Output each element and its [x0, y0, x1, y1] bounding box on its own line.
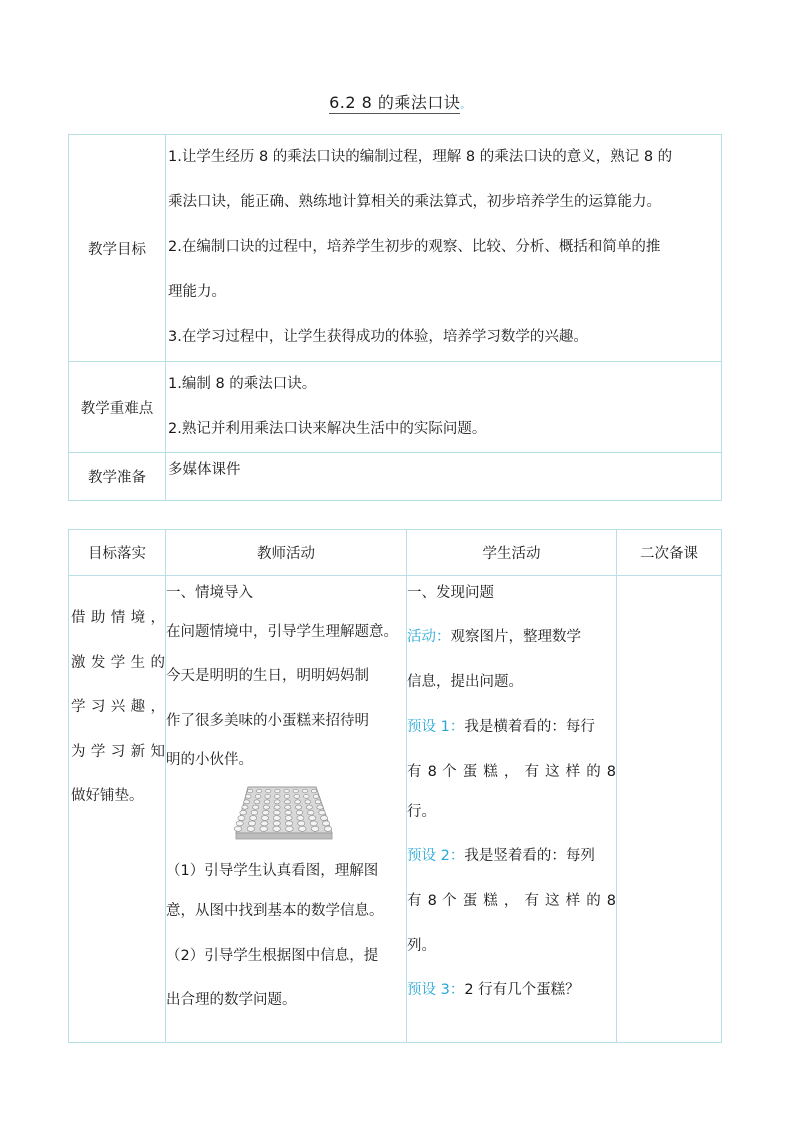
preparation-row: [69, 453, 722, 501]
preset3-text: 2 行有几个蛋糕？: [464, 982, 580, 998]
goal-text-line: 为学习新知: [71, 743, 165, 760]
preparation-line: 多媒体课件: [168, 462, 241, 478]
preset2-text: 我是竖着看的：每列: [464, 848, 595, 864]
teacher-step1-line: （1）引导学生认真看图，理解图: [166, 863, 379, 879]
goal-line: 理能力。: [168, 284, 226, 300]
activity-text: 观察图片，整理数学: [450, 629, 581, 645]
page-title: [0, 90, 800, 113]
student-cell: [407, 576, 617, 1043]
difficulty-line: 2.熟记并利用乘法口诀来解决生活中的实际问题。: [168, 421, 487, 437]
difficulty-label: 教学重难点: [69, 362, 166, 453]
teacher-section-title: 一、情境导入: [166, 585, 253, 601]
title-mark: 。: [460, 100, 471, 111]
goal-text-line: 借助情境，: [71, 610, 165, 626]
preset1-label: 预设 1：: [407, 719, 465, 735]
header-goal: 目标落实: [69, 530, 166, 576]
teacher-story-line: 明的小伙伴。: [166, 752, 253, 768]
goals-row: [69, 135, 722, 362]
review-cell: [617, 576, 722, 1043]
student-activity-cont: 信息，提出问题。: [407, 674, 523, 690]
preset1-line2: 有 8 个 蛋 糕 ， 有 这 样 的 8: [407, 764, 616, 780]
goals-content: [166, 135, 722, 362]
preparation-content: [166, 453, 722, 501]
preset2-label: 预设 2：: [407, 848, 465, 864]
preset1-text: 我是横着看的：每行: [464, 719, 595, 735]
preset3-label: 预设 3：: [407, 982, 465, 998]
preset1: [407, 700, 616, 754]
difficulty-content: [166, 362, 722, 453]
teacher-step2-line: （2）引导学生根据图中信息，提: [166, 947, 379, 964]
goal-text-line: 激发学生的: [71, 654, 165, 671]
activity-label: 活动：: [407, 629, 451, 645]
header-student: 学生活动: [407, 530, 617, 576]
goal-line: 乘法口诀，能正确、熟练地计算相关的乘法算式，初步培养学生的运算能力。: [168, 194, 661, 210]
difficulty-line: 1.编制 8 的乘法口诀。: [168, 376, 317, 392]
goal-line: 3.在学习过程中，让学生获得成功的体验，培养学习数学的兴趣。: [168, 329, 588, 345]
teacher-story-line: 作了很多美味的小蛋糕来招待明: [166, 712, 369, 729]
goals-table: [68, 134, 722, 501]
header-review: 二次备课: [617, 530, 722, 576]
goal-line: 2.在编制口诀的过程中，培养学生初步的观察、比较、分析、概括和简单的推: [168, 239, 661, 255]
activity-header-row: [69, 530, 722, 576]
goal-text-line: 学习兴趣，: [71, 699, 165, 715]
preset3: [407, 968, 616, 1012]
header-teacher: 教师活动: [166, 530, 407, 576]
goal-text-line: 做好铺垫。: [71, 788, 144, 804]
activity-body-row: [69, 576, 722, 1043]
teacher-story-line: 今天是明明的生日，明明妈妈制: [166, 668, 369, 684]
student-section-title: 一、发现问题: [407, 585, 494, 601]
teacher-step1-line: 意，从图中找到基本的数学信息。: [166, 903, 384, 919]
difficulty-row: [69, 362, 722, 453]
teacher-intro: 在问题情境中，引导学生理解题意。: [166, 624, 398, 640]
goal-cell: [69, 576, 166, 1043]
cake-tray-image: [234, 783, 334, 845]
goal-line: 1.让学生经历 8 的乘法口诀的编制过程，理解 8 的乘法口诀的意义，熟记 8 的: [168, 149, 673, 165]
preset2-line3: 列。: [407, 938, 436, 954]
preparation-label: 教学准备: [69, 453, 166, 501]
preset2-line2: 有 8 个 蛋 糕 ， 有 这 样 的 8: [407, 893, 616, 909]
teacher-cell: [166, 576, 407, 1043]
title-text: 6.2 8 的乘法口诀: [329, 93, 461, 112]
student-activity: [407, 610, 616, 664]
activity-table: [68, 529, 722, 1043]
teacher-step2-line: 出合理的数学问题。: [166, 992, 297, 1008]
goals-label: 教学目标: [69, 135, 166, 362]
preset2: [407, 834, 616, 878]
preset1-line3: 行。: [407, 804, 436, 820]
